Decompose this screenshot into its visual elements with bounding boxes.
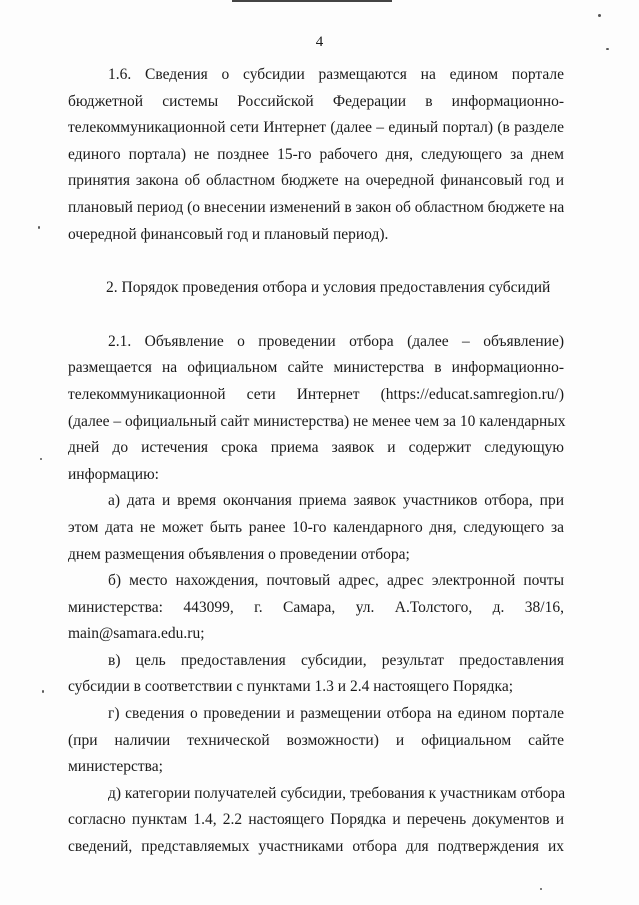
list-item-d xyxy=(68,781,564,861)
scan-speck xyxy=(40,458,42,460)
text-line: main@samara.edu.ru; xyxy=(68,625,205,643)
text-line: единого портала) не позднее 15-го рабочего дня, следующего за днем xyxy=(68,145,564,163)
text-line: днем размещения объявления о проведении отбора; xyxy=(68,545,410,563)
scan-speck xyxy=(38,226,40,229)
text-line: сведений, представляемых участниками отбора для подтверждения их xyxy=(68,838,564,856)
text-line: 1.6. Сведения о субсидии размещаются на едином портале xyxy=(108,66,564,83)
document-body xyxy=(68,62,564,861)
text-line: плановый период (о внесении изменений в закон об областном бюджете на xyxy=(68,198,565,216)
text-line: (далее – официальный сайт министерства) не менее чем за 10 календарных xyxy=(68,412,566,430)
text-line: этом дата не может быть ранее 10-го календарного дня, следующего за xyxy=(68,518,564,536)
section-heading: 2. Порядок проведения отбора и условия предоставления субсидий xyxy=(106,279,551,297)
paragraph-2-1 xyxy=(68,329,564,489)
section-2-heading-block xyxy=(68,275,564,302)
text-line: дней до истечения срока приема заявок и содержит следующую xyxy=(68,439,564,457)
page-number: 4 xyxy=(315,34,324,50)
text-line: субсидии в соответствии с пунктами 1.3 и 2.4 настоящего Порядка; xyxy=(68,678,514,696)
text-line: (при наличии технической возможности) и официальном сайте xyxy=(68,731,564,749)
text-line: б) место нахождения, почтовый адрес, адрес электронной почты xyxy=(108,572,564,590)
text-line: 2.1. Объявление о проведении отбора (далее – объявление) xyxy=(108,332,564,350)
text-line: в) цель предоставления субсидии, результат предоставления xyxy=(108,651,564,669)
scan-speck xyxy=(540,888,542,890)
text-line: телекоммуникационной сети Интернет (https://educat.samregion.ru/) xyxy=(68,385,564,403)
text-line: принятия закона об областном бюджете на очередной финансовый год и xyxy=(68,172,564,190)
paragraph-1-6 xyxy=(68,62,564,248)
spacer xyxy=(68,248,564,275)
text-line: г) сведения о проведении и размещении отбора на едином портале xyxy=(108,705,564,723)
text-line: согласно пунктам 1.4, 2.2 настоящего Порядка и перечень документов и xyxy=(68,811,564,829)
list-item-v xyxy=(68,648,564,701)
scan-speck xyxy=(606,48,609,50)
list-item-a xyxy=(68,488,564,568)
text-line: информацию: xyxy=(68,465,159,483)
scan-speck xyxy=(598,14,601,17)
text-line: размещается на официальном сайте министерства в информационно- xyxy=(68,359,564,377)
list-item-b xyxy=(68,568,564,648)
text-line: министерства; xyxy=(68,758,163,776)
scan-speck xyxy=(42,690,44,693)
text-line: д) категории получателей субсидии, требования к участникам отбора xyxy=(108,784,566,802)
text-line: а) дата и время окончания приема заявок участников отбора, при xyxy=(108,492,564,510)
text-line: бюджетной системы Российской Федерации в информационно- xyxy=(68,92,564,110)
spacer xyxy=(68,302,564,329)
text-line: министерства: 443099, г. Самара, ул. А.Толстого, д. 38/16, xyxy=(68,598,564,616)
list-item-g xyxy=(68,701,564,781)
top-edge-rule xyxy=(232,0,392,2)
text-line: очередной финансовый год и плановый период). xyxy=(68,225,389,243)
text-line: телекоммуникационной сети Интернет (далее – единый портал) (в разделе xyxy=(68,119,564,137)
